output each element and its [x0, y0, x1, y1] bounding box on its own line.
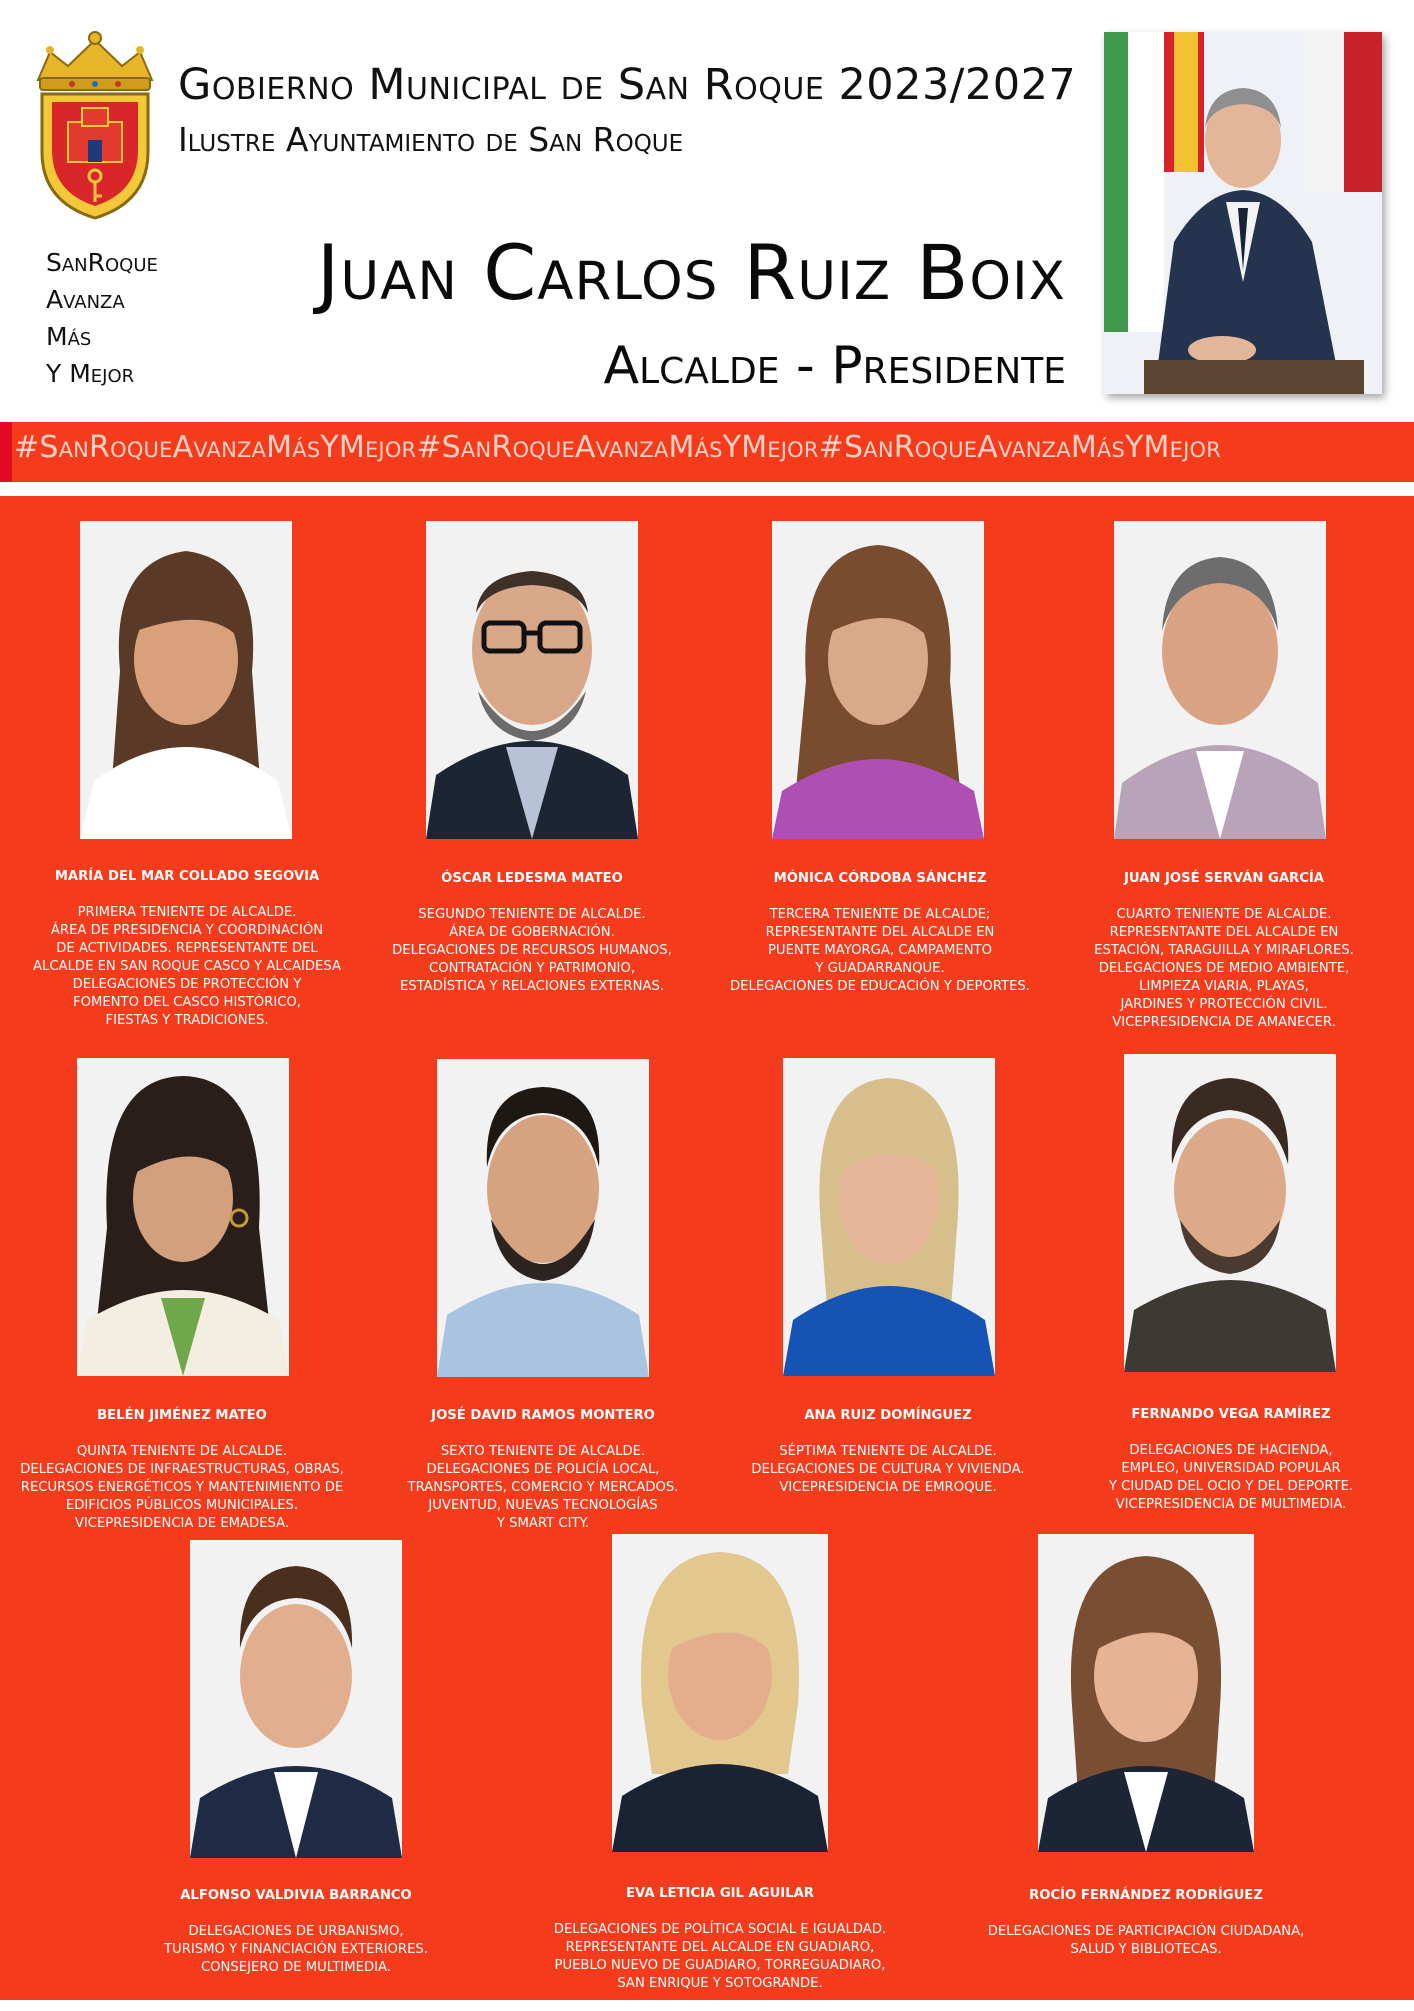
header: [0, 0, 1414, 420]
member-caption: [4, 1389, 360, 1551]
person-portrait-icon: [190, 1540, 402, 1858]
hashtag-bar-edge: [0, 422, 12, 482]
member-role: SEXTO TENIENTE DE ALCALDE. DELEGACIONES DE POLICÍA LOCAL, TRANSPORTES, COMERCIO Y MERCADOS. JUVENTUD, NUEVAS TECNOLOGÍAS Y SMART CITY.: [407, 1444, 679, 1531]
member-portrait: [783, 1058, 995, 1376]
member-caption: [1058, 1388, 1404, 1532]
person-portrait-icon: [772, 521, 984, 839]
member-caption: [372, 1389, 714, 1551]
member-caption: [362, 852, 702, 1014]
member-name: EVA LETICIA GIL AGUILAR: [626, 1886, 814, 1901]
member-role: SÉPTIMA TENIENTE DE ALCALDE. DELEGACIONES DE CULTURA Y VIVIENDA. VICEPRESIDENCIA DE EMROQUE.: [751, 1444, 1025, 1495]
member-caption: [16, 850, 358, 1048]
member-portrait: [426, 521, 638, 839]
council-members-board: [0, 496, 1414, 2000]
member-portrait: [1038, 1534, 1254, 1852]
person-portrait-icon: [1038, 1534, 1254, 1852]
slogan-line: Avanza: [46, 285, 125, 314]
person-portrait-icon: [612, 1534, 828, 1852]
member-name: BELÉN JIMÉNEZ MATEO: [97, 1408, 267, 1423]
member-portrait: [1114, 521, 1326, 839]
member-name: FERNANDO VEGA RAMÍREZ: [1131, 1407, 1331, 1422]
municipal-crest-icon: [28, 22, 162, 222]
slogan: [46, 244, 158, 392]
person-portrait-icon: [77, 1058, 289, 1376]
slogan-line: Y Mejor: [46, 359, 135, 388]
member-portrait: [437, 1059, 649, 1377]
person-portrait-icon: [80, 521, 292, 839]
member-role: SEGUNDO TENIENTE DE ALCALDE. ÁREA DE GOBERNACIÓN. DELEGACIONES DE RECURSOS HUMANOS, CONTRATACIÓN Y PATRIMONIO, ESTADÍSTICA Y RELACIONES EXTERNAS.: [392, 907, 672, 994]
member-name: JUAN JOSÉ SERVÁN GARCÍA: [1123, 871, 1325, 886]
member-portrait: [1124, 1054, 1336, 1372]
mayor-role: Alcalde - Presidente: [603, 336, 1066, 396]
mayor-portrait: [1104, 32, 1382, 394]
slogan-line: Más: [46, 322, 92, 351]
member-name: MARÍA DEL MAR COLLADO SEGOVIA: [54, 869, 320, 884]
member-role: DELEGACIONES DE PARTICIPACIÓN CIUDADANA, SALUD Y BIBLIOTECAS.: [987, 1924, 1305, 1957]
member-caption: [530, 1867, 910, 2011]
member-name: JOSÉ DAVID RAMOS MONTERO: [431, 1408, 655, 1423]
member-name: ALFONSO VALDIVIA BARRANCO: [180, 1888, 412, 1903]
person-portrait-icon: [437, 1059, 649, 1377]
member-role: DELEGACIONES DE POLÍTICA SOCIAL E IGUALDAD. REPRESENTANTE DEL ALCALDE EN GUADIARO, PUEBLO NUEVO DE GUADIARO, TORREGUADIARO, SAN ENRIQUE Y SOTOGRANDE.: [553, 1922, 887, 1991]
member-name: ANA RUIZ DOMÍNGUEZ: [804, 1408, 972, 1423]
member-portrait: [772, 521, 984, 839]
member-caption: [710, 852, 1050, 1014]
member-caption: [1054, 852, 1394, 1050]
member-portrait: [80, 521, 292, 839]
person-portrait-icon: [1124, 1054, 1336, 1372]
member-caption: [956, 1869, 1336, 1977]
council-subtitle: Ilustre Ayuntamiento de San Roque: [178, 120, 684, 159]
member-role: PRIMERA TENIENTE DE ALCALDE. ÁREA DE PRESIDENCIA Y COORDINACIÓN DE ACTIVIDADES. REPRESENTANTE DEL ALCALDE EN SAN ROQUE CASCO Y ALCAIDESA DELEGACIONES DE PROTECCIÓN Y FOMENTO DEL CASCO HISTÓRICO, FIESTAS Y TRADICIONES.: [32, 905, 342, 1028]
member-role: QUINTA TENIENTE DE ALCALDE. DELEGACIONES DE INFRAESTRUCTURAS, OBRAS, RECURSOS ENERGÉTICOS Y MANTENIMIENTO DE EDIFICIOS PÚBLICOS MUNICIPALES. VICEPRESIDENCIA DE EMADESA.: [20, 1444, 344, 1531]
member-name: ÓSCAR LEDESMA MATEO: [441, 871, 623, 886]
slogan-line: SanRoque: [46, 248, 158, 277]
hashtag-text: #SanRoqueAvanzaMásYMejor#SanRoqueAvanzaMásYMejor#SanRoqueAvanzaMásYMejor: [14, 430, 1222, 465]
government-title: Gobierno Municipal de San Roque 2023/2027: [178, 60, 1077, 110]
member-portrait: [612, 1534, 828, 1852]
member-caption: [718, 1389, 1058, 1515]
member-role: TERCERA TENIENTE DE ALCALDE; REPRESENTANTE DEL ALCALDE EN PUENTE MAYORGA, CAMPAMENTO Y GUADARRANQUE. DELEGACIONES DE EDUCACIÓN Y DEPORTES.: [730, 907, 1030, 994]
member-portrait: [190, 1540, 402, 1858]
member-name: ROCÍO FERNÁNDEZ RODRÍGUEZ: [1029, 1888, 1263, 1903]
mayor-portrait-icon: [1104, 32, 1382, 394]
person-portrait-icon: [426, 521, 638, 839]
mayor-name: Juan Carlos Ruiz Boix: [316, 228, 1066, 317]
member-role: CUARTO TENIENTE DE ALCALDE. REPRESENTANTE DEL ALCALDE EN ESTACIÓN, TARAGUILLA Y MIRAFLORES. DELEGACIONES DE MEDIO AMBIENTE, LIMPIEZA VIARIA, PLAYAS, JARDINES Y PROTECCIÓN CIVIL. VICEPRESIDENCIA DE AMANECER.: [1094, 907, 1354, 1030]
member-name: MÓNICA CÓRDOBA SÁNCHEZ: [773, 871, 987, 886]
member-role: DELEGACIONES DE HACIENDA, EMPLEO, UNIVERSIDAD POPULAR Y CIUDAD DEL OCIO Y DEL DEPORTE. VICEPRESIDENCIA DE MULTIMEDIA.: [1108, 1443, 1354, 1512]
person-portrait-icon: [1114, 521, 1326, 839]
hashtag-bar: [0, 422, 1414, 482]
member-portrait: [77, 1058, 289, 1376]
member-caption: [126, 1869, 466, 1995]
person-portrait-icon: [783, 1058, 995, 1376]
member-role: DELEGACIONES DE URBANISMO, TURISMO Y FINANCIACIÓN EXTERIORES. CONSEJERO DE MULTIMEDIA.: [164, 1924, 428, 1975]
